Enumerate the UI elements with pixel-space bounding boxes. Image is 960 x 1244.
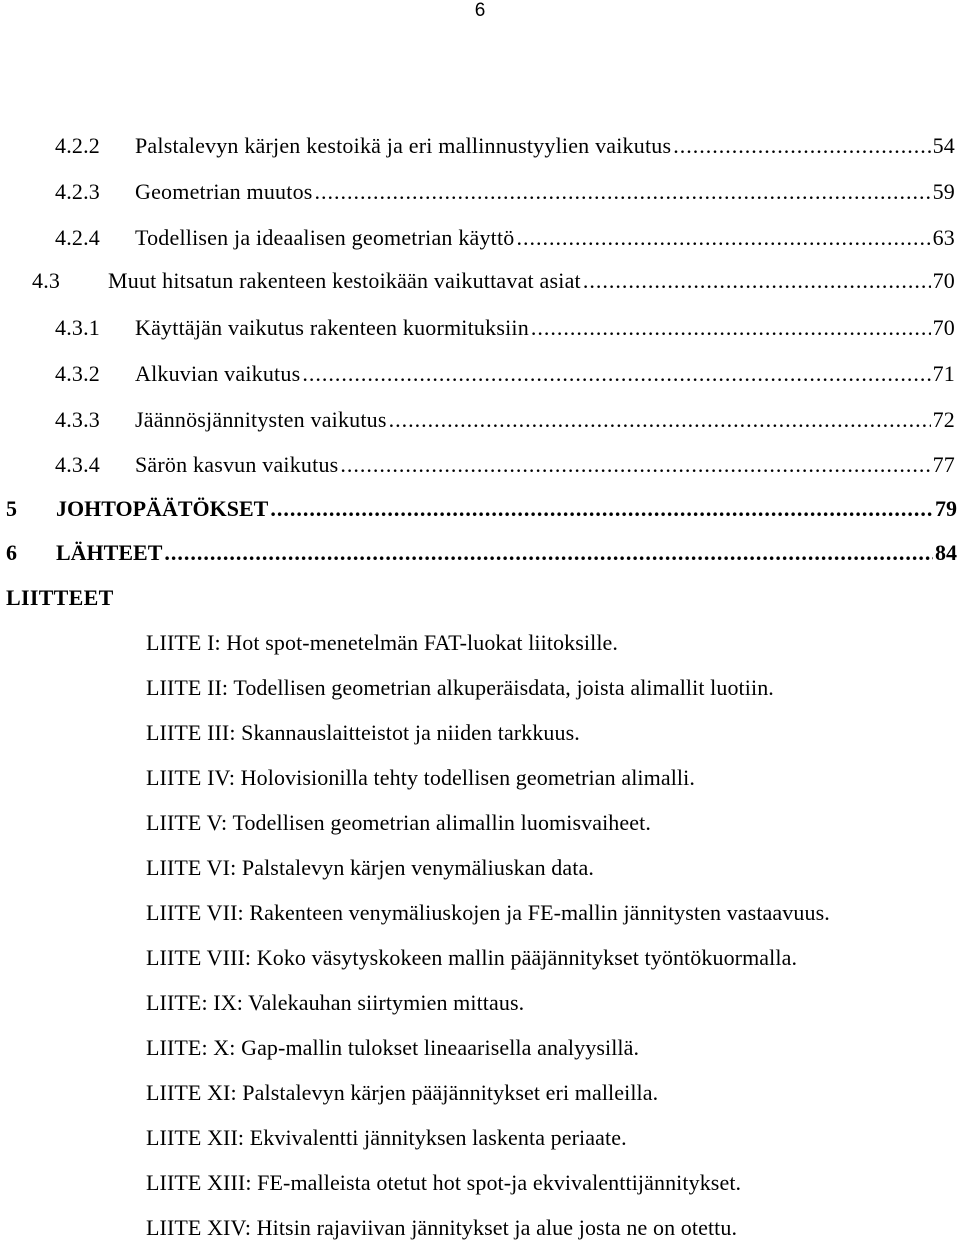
appendix-item[interactable]: LIITE: IX: Valekauhan siirtymien mittaus. bbox=[146, 990, 525, 1015]
appendix-item[interactable]: LIITE: X: Gap-mallin tulokset lineaarisella analyysillä. bbox=[146, 1035, 640, 1060]
toc-dot-leader bbox=[340, 450, 930, 480]
toc-dot-leader bbox=[583, 266, 931, 296]
toc-entry-number: 4.3.2 bbox=[55, 361, 100, 386]
toc-entry-page: 59 bbox=[932, 179, 955, 204]
appendix-item[interactable]: LIITE IV: Holovisionilla tehty todellisen geometrian alimalli. bbox=[146, 765, 695, 790]
toc-entry-page: 54 bbox=[932, 133, 955, 158]
appendix-item[interactable]: LIITE III: Skannauslaitteistot ja niiden tarkkuus. bbox=[146, 720, 580, 745]
toc-entry-number: 4.3.4 bbox=[55, 452, 100, 477]
toc-entry-number: 4.2.3 bbox=[55, 179, 100, 204]
toc-entry-title: JOHTOPÄÄTÖKSET bbox=[56, 496, 269, 521]
toc-entry-title: Jäännösjännitysten vaikutus bbox=[135, 407, 387, 432]
page-number: 6 bbox=[474, 0, 486, 21]
toc-entry-number: 6 bbox=[6, 540, 17, 565]
toc-dot-leader bbox=[389, 405, 931, 435]
toc-entry-4-3-1[interactable] bbox=[55, 313, 955, 343]
toc-entry-page: 63 bbox=[932, 225, 955, 250]
appendix-item[interactable]: LIITE V: Todellisen geometrian alimallin luomisvaiheet. bbox=[146, 810, 651, 835]
toc-entry-title: Palstalevyn kärjen kestoikä ja eri mallinnustyylien vaikutus bbox=[135, 133, 672, 158]
toc-entry-4-2-3[interactable] bbox=[55, 177, 955, 207]
toc-entry-title: Muut hitsatun rakenteen kestoikään vaikuttavat asiat bbox=[108, 268, 581, 293]
toc-entry-number: 4.2.2 bbox=[55, 133, 100, 158]
appendix-item[interactable]: LIITE VIII: Koko väsytyskokeen mallin pääjännitykset työntökuormalla. bbox=[146, 945, 798, 970]
toc-entry-title: Käyttäjän vaikutus rakenteen kuormituksiin bbox=[135, 315, 529, 340]
toc-entry-page: 70 bbox=[932, 268, 955, 293]
appendix-item[interactable]: LIITE XIV: Hitsin rajaviivan jännitykset ja alue josta ne on otettu. bbox=[146, 1215, 738, 1240]
toc-entry-4-2-4[interactable] bbox=[55, 223, 955, 253]
toc-dot-leader bbox=[673, 131, 930, 161]
toc-entry-4-3-3[interactable] bbox=[55, 405, 955, 435]
toc-entry-6[interactable] bbox=[6, 538, 957, 568]
toc-dot-leader bbox=[517, 223, 931, 253]
toc-dot-leader bbox=[270, 494, 933, 524]
toc-entry-number: 4.3.3 bbox=[55, 407, 100, 432]
toc-dot-leader bbox=[531, 313, 931, 343]
appendix-item[interactable]: LIITE II: Todellisen geometrian alkuperäisdata, joista alimallit luotiin. bbox=[146, 675, 774, 700]
toc-dot-leader bbox=[302, 359, 930, 389]
toc-entry-title: Todellisen ja ideaalisen geometrian käyttö bbox=[135, 225, 515, 250]
toc-entry-page: 77 bbox=[932, 452, 955, 477]
toc-entry-4-3[interactable] bbox=[32, 266, 955, 296]
toc-entry-5[interactable] bbox=[6, 494, 957, 524]
appendix-item[interactable]: LIITE XII: Ekvivalentti jännityksen laskenta periaate. bbox=[146, 1125, 627, 1150]
toc-entry-title: LÄHTEET bbox=[56, 540, 163, 565]
appendix-item[interactable]: LIITE I: Hot spot-menetelmän FAT-luokat liitoksille. bbox=[146, 630, 619, 655]
toc-entry-4-3-4[interactable] bbox=[55, 450, 955, 480]
toc-dot-leader bbox=[164, 538, 933, 568]
toc-entry-number: 5 bbox=[6, 496, 17, 521]
toc-entry-4-2-2[interactable] bbox=[55, 131, 955, 161]
toc-entry-page: 72 bbox=[932, 407, 955, 432]
appendix-item[interactable]: LIITE VI: Palstalevyn kärjen venymäliuskan data. bbox=[146, 855, 594, 880]
toc-entry-number: 4.3.1 bbox=[55, 315, 100, 340]
appendix-item[interactable]: LIITE XI: Palstalevyn kärjen pääjännitykset eri malleilla. bbox=[146, 1080, 659, 1105]
toc-entry-page: 79 bbox=[935, 496, 957, 521]
toc-entry-page: 84 bbox=[935, 540, 957, 565]
appendix-item[interactable]: LIITE XIII: FE-malleista otetut hot spot-ja ekvivalenttijännitykset. bbox=[146, 1170, 742, 1195]
appendix-item[interactable]: LIITE VII: Rakenteen venymäliuskojen ja FE-mallin jännitysten vastaavuus. bbox=[146, 900, 830, 925]
toc-entry-number: 4.3 bbox=[32, 268, 61, 293]
appendices-heading: LIITTEET bbox=[6, 585, 114, 610]
toc-entry-page: 70 bbox=[932, 315, 955, 340]
toc-entry-4-3-2[interactable] bbox=[55, 359, 955, 389]
toc-entry-number: 4.2.4 bbox=[55, 225, 100, 250]
toc-entry-page: 71 bbox=[932, 361, 955, 386]
toc-entry-title: Särön kasvun vaikutus bbox=[135, 452, 339, 477]
toc-entry-title: Geometrian muutos bbox=[135, 179, 313, 204]
toc-entry-title: Alkuvian vaikutus bbox=[135, 361, 301, 386]
toc-dot-leader bbox=[315, 177, 931, 207]
